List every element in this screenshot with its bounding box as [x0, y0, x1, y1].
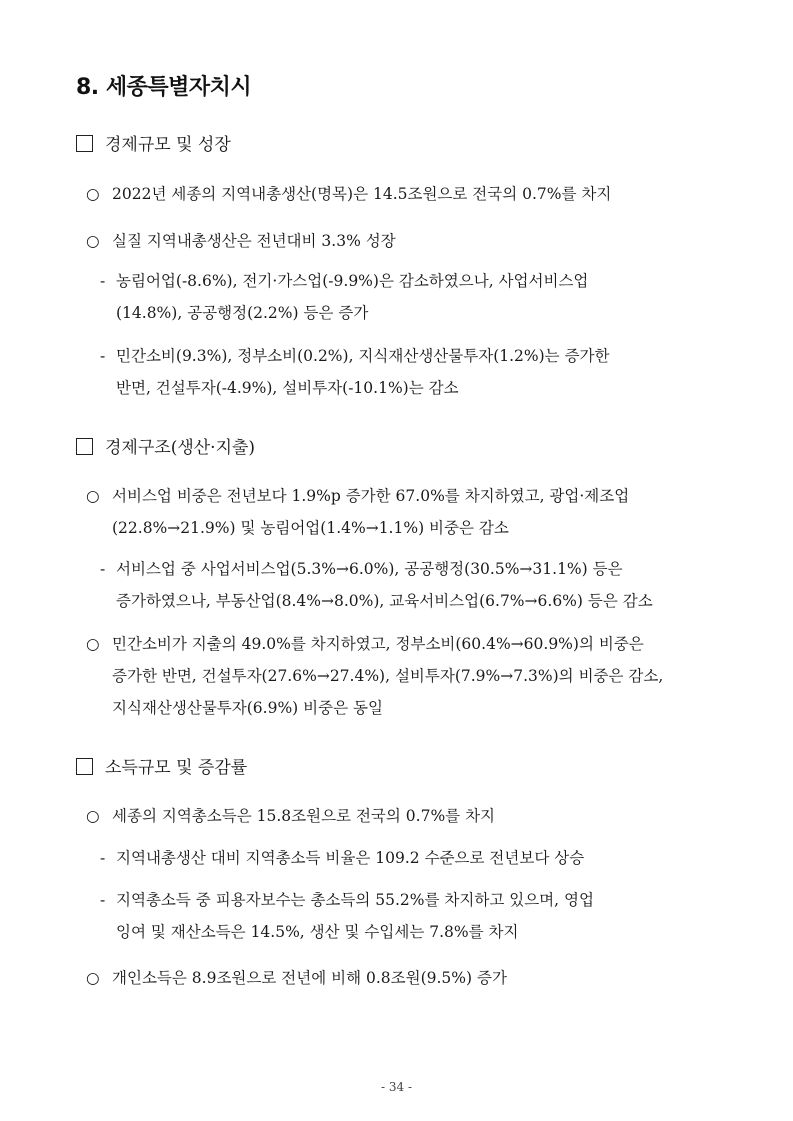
list-item: ○ 실질 지역내총생산은 전년대비 3.3% 성장: [86, 232, 396, 250]
list-item: ○ 2022년 세종의 지역내총생산(명목)은 14.5조원으로 전국의 0.7%를 차지: [86, 185, 612, 203]
list-item: ○ 세종의 지역총소득은 15.8조원으로 전국의 0.7%를 차지: [86, 807, 496, 825]
list-item: - 민간소비(9.3%), 정부소비(0.2%), 지식재산생산물투자(1.2%)는 증가한 반면, 건설투자(-4.9%), 설비투자(-10.1%)는 감소: [100, 347, 610, 397]
checkbox-square-icon: [76, 758, 93, 775]
list-item: - 농림어업(-8.6%), 전기·가스업(-9.9%)은 감소하였으나, 사업서비스업 (14.8%), 공공행정(2.2%) 등은 증가: [100, 272, 589, 322]
checkbox-square-icon: [76, 135, 93, 152]
list-item: ○ 민간소비가 지출의 49.0%를 차지하였고, 정부소비(60.4%→60.9%)의 비중은 증가한 반면, 건설투자(27.6%→27.4%), 설비투자(7.9%→7.3%)의 비중은 감소, 지식재산생산물투자(6.9%) 비중은 동일: [86, 635, 664, 717]
list-item: - 지역내총생산 대비 지역총소득 비율은 109.2 수준으로 전년보다 상승: [100, 849, 585, 867]
section-heading: 소득규모 및 증감률: [76, 752, 247, 784]
checkbox-square-icon: [76, 438, 93, 455]
section-heading: 경제구조(생산·지출): [76, 432, 255, 464]
page-number: - 34 -: [380, 1080, 412, 1094]
list-item: ○ 개인소득은 8.9조원으로 전년에 비해 0.8조원(9.5%) 증가: [86, 969, 507, 987]
list-item: ○ 서비스업 비중은 전년보다 1.9%p 증가한 67.0%를 차지하였고, 광업·제조업 (22.8%→21.9%) 및 농림어업(1.4%→1.1%) 비중은 감소: [86, 487, 630, 537]
list-item: - 지역총소득 중 피용자보수는 총소득의 55.2%를 차지하고 있으며, 영업 잉여 및 재산소득은 14.5%, 생산 및 수입세는 7.8%를 차지: [100, 891, 594, 941]
page-title: 8. 세종특별자치시: [76, 75, 252, 100]
section-heading: 경제규모 및 성장: [76, 129, 231, 161]
list-item: - 서비스업 중 사업서비스업(5.3%→6.0%), 공공행정(30.5%→31.1%) 등은 증가하였으나, 부동산업(8.4%→8.0%), 교육서비스업(6.7%→6.6%) 등은 감소: [100, 560, 653, 610]
